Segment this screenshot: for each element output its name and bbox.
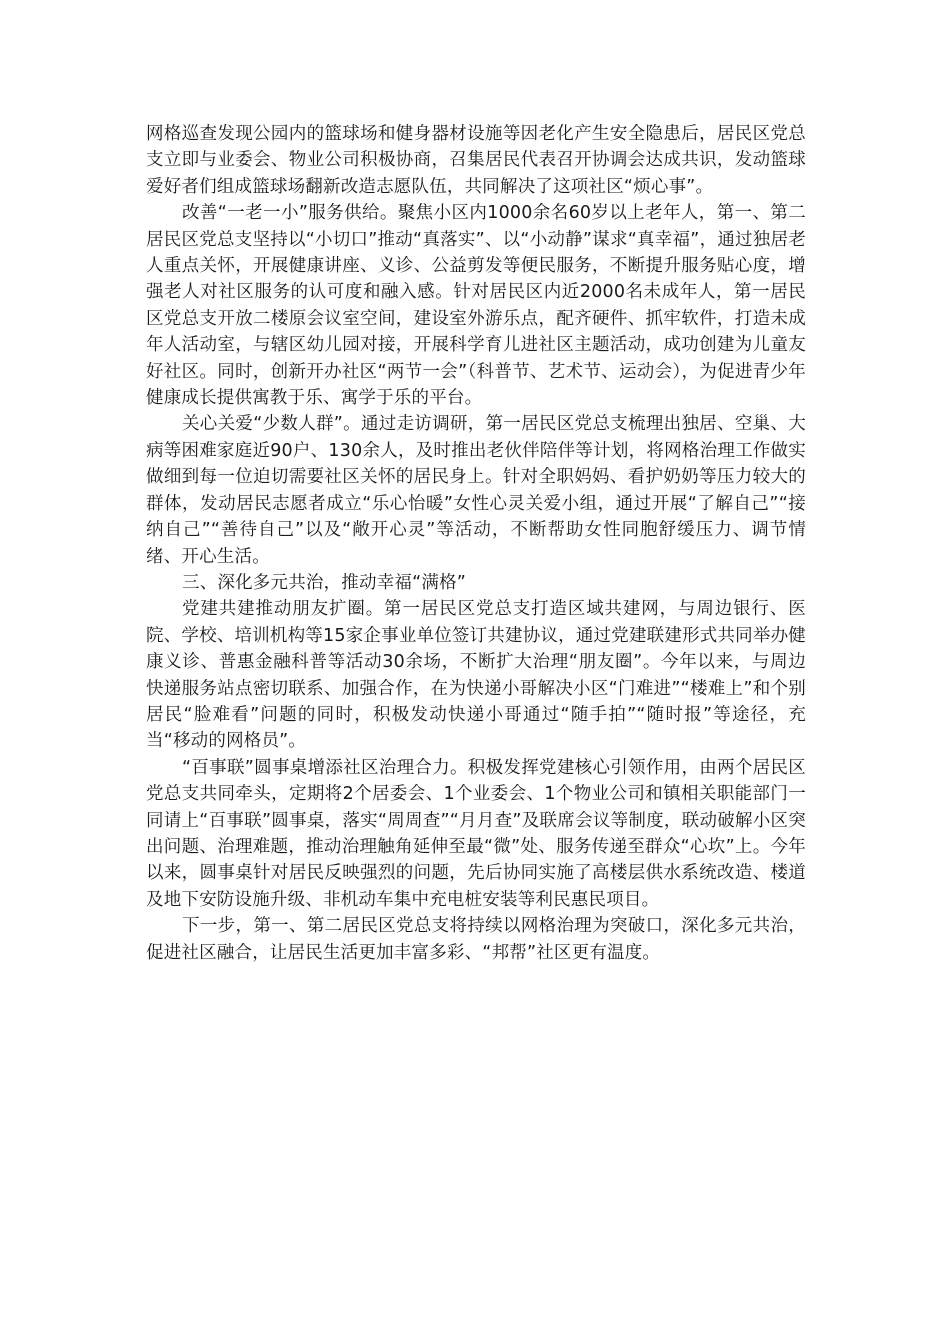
section-heading-three: 三、深化多元共治，推动幸福“满格” <box>182 572 467 593</box>
paragraph-grid-inspection: 网格巡查发现公园内的篮球场和健身器材设施等因老化产生安全隐患后，居民区党总支立即与业委会、物业公司积极协商，召集居民代表召开协调会达成共识，发动篮球爱好者们组成篮球场翻新改造志愿队伍，共同解决了这项社区“烦心事”。 <box>146 124 806 197</box>
paragraph-next-step: 下一步，第一、第二居民区党总支将持续以网格治理为突破口，深化多元共治，促进社区融合，让居民生活更加丰富多彩、“邦帮”社区更有温度。 <box>146 916 806 963</box>
paragraph-roundtable: “百事联”圆事桌增添社区治理合力。积极发挥党建核心引领作用，由两个居民区党总支共同牵头，定期将2个居委会、1个业委会、1个物业公司和镇相关职能部门一同请上“百事联”圆事桌，落实“周周查”“月月查”及联席会议等制度，联动破解小区突出问题、治理难题，推动治理触角延伸至最“微”处、服务传递至群众“心坎”上。今年以来，圆事桌针对居民反映强烈的问题，先后协同实施了高楼层供水系统改造、楼道及地下安防设施升级、非机动车集中充电桩安装等利民惠民项目。 <box>146 757 806 910</box>
paragraph-party-building: 党建共建推动朋友扩圈。第一居民区党总支打造区域共建网，与周边银行、医院、学校、培训机构等15家企事业单位签订共建协议，通过党建联建形式共同举办健康义诊、普惠金融科普等活动30余场，不断扩大治理“朋友圈”。今年以来，与周边快递服务站点密切联系、加强合作，在为快递小哥解决小区“门难进”“楼难上”和个别居民“脸难看”问题的同时，积极发动快递小哥通过“随手拍”“随时报”等途径，充当“移动的网格员”。 <box>146 599 806 752</box>
document-page <box>146 121 806 966</box>
paragraph-elderly-and-children: 改善“一老一小”服务供给。聚焦小区内1000余名60岁以上老年人，第一、第二居民区党总支坚持以“小切口”推动“真落实”、以“小动静”谋求“真幸福”，通过独居老人重点关怀，开展健康讲座、义诊、公益剪发等便民服务，不断提升服务贴心度，增强老人对社区服务的认可度和融入感。针对居民区内近2000名未成年人，第一居民区党总支开放二楼原会议室空间，建设室外游乐点，配齐硬件、抓牢软件，打造未成年人活动室，与辖区幼儿园对接，开展科学育儿进社区主题活动，成功创建为儿童友好社区。同时，创新开办社区“两节一会”（科普节、艺术节、运动会），为促进青少年健康成长提供寓教于乐、寓学于乐的平台。 <box>146 203 806 409</box>
paragraph-minority-groups: 关心关爱“少数人群”。通过走访调研，第一居民区党总支梳理出独居、空巢、大病等困难家庭近90户、130余人，及时推出老伙伴陪伴等计划，将网格治理工作做实做细到每一位迫切需要社区关怀的居民身上。针对全职妈妈、看护奶奶等压力较大的群体，发动居民志愿者成立“乐心怡暖”女性心灵关爱小组，通过开展“了解自己”“接纳自己”“善待自己”以及“敞开心灵”等活动，不断帮助女性同胞舒缓压力、调节情绪、开心生活。 <box>146 414 806 567</box>
